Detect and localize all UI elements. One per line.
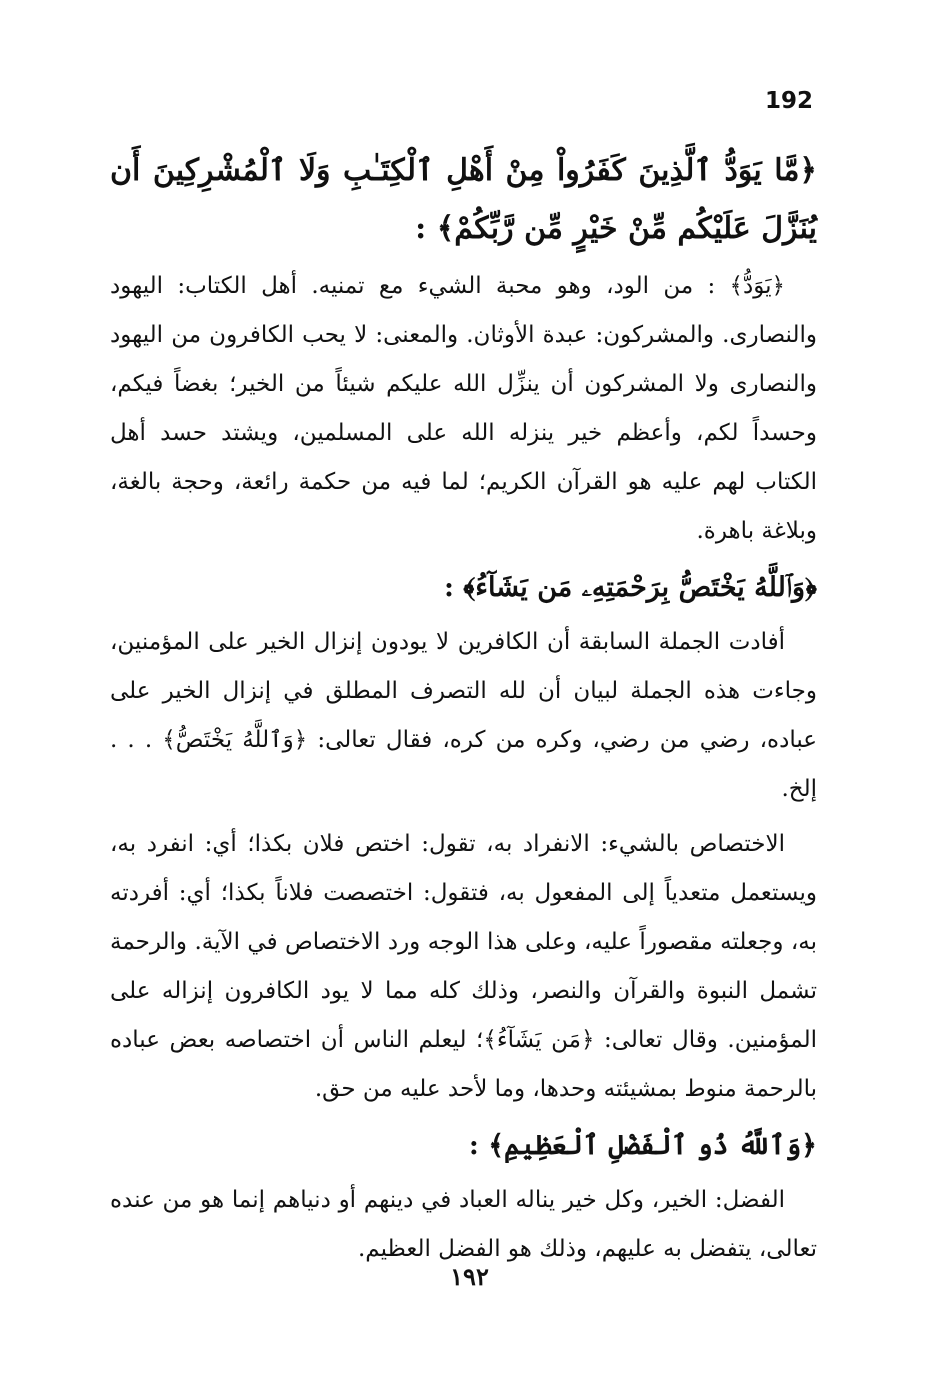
- page-content: [110, 142, 817, 1280]
- verse-heading-2: ﴿وَٱللَّهُ يَخْتَصُّ بِرَحْمَتِهِۦ مَن يَشَآءُ﴾ :: [443, 572, 817, 603]
- paragraph-2: أفادت الجملة السابقة أن الكافرين لا يودون إنزال الخير على المؤمنين، وجاءت هذه الجملة لبيان أن لله التصرف المطلق في إنزال الخير على عباده، رضي من رضي، وكره من كره، فقال تعالى: ﴿وَٱللَّهُ يَخْتَصُّ﴾ . . . إلخ.: [110, 629, 817, 802]
- paragraph-4: الفضل: الخير، وكل خير يناله العباد في دينهم أو دنياهم إنما هو من عنده تعالى، يتفضل به عليهم، وذلك هو الفضل العظيم.: [110, 1187, 817, 1262]
- page-number-bottom: ١٩٢: [450, 1262, 489, 1291]
- paragraph-3: الاختصاص بالشيء: الانفراد به، تقول: اختص فلان بكذا؛ أي: انفرد به، ويستعمل متعدياً إلى المفعول به، فتقول: اختصصت فلاناً بكذا؛ أي: أفردته به، وجعلته مقصوراً عليه، وعلى هذا الوجه ورد الاختصاص في الآية. والرحمة تشمل النبوة والقرآن والنصر، وذلك كله مما لا يود الكافرون إنزاله على المؤمنين. وقال تعالى: ﴿مَن يَشَآءُ﴾؛ ليعلم الناس أن اختصاصه بعض عباده بالرحمة منوط بمشيئته وحدها، وما لأحد عليه من حق.: [110, 831, 817, 1102]
- paragraph-1: ﴿يَوَدُّ﴾ : من الود، وهو محبة الشيء مع تمنيه. أهل الكتاب: اليهود والنصارى. والمشركون: عبدة الأوثان. والمعنى: لا يحب الكافرون من اليهود والنصارى ولا المشركون أن ينزِّل الله عليكم شيئاً من الخير؛ بغضاً فيكم، وحسداً لكم، وأعظم خير ينزله الله على المسلمين، ويشتد حسد أهل الكتاب لهم عليه هو القرآن الكريم؛ لما فيه من حكمة رائعة، وحجة بالغة، وبلاغة باهرة.: [110, 273, 817, 544]
- verse-heading-1: ﴿مَّا يَوَدُّ ٱلَّذِينَ كَفَرُواْ مِنْ أَهْلِ ٱلْكِتَـٰبِ وَلَا ٱلْمُشْرِكِينَ أَن يُنَزَّلَ عَلَيْكُم مِّنْ خَيْرٍ مِّن رَّبِّكُمْ﴾ :: [110, 153, 817, 246]
- page-number-top: 192: [764, 88, 813, 114]
- verse-heading-3: ﴿وَٱللَّهُ ذُو ٱلْفَضْلِ ٱلْعَظِيمِ﴾ :: [468, 1130, 817, 1161]
